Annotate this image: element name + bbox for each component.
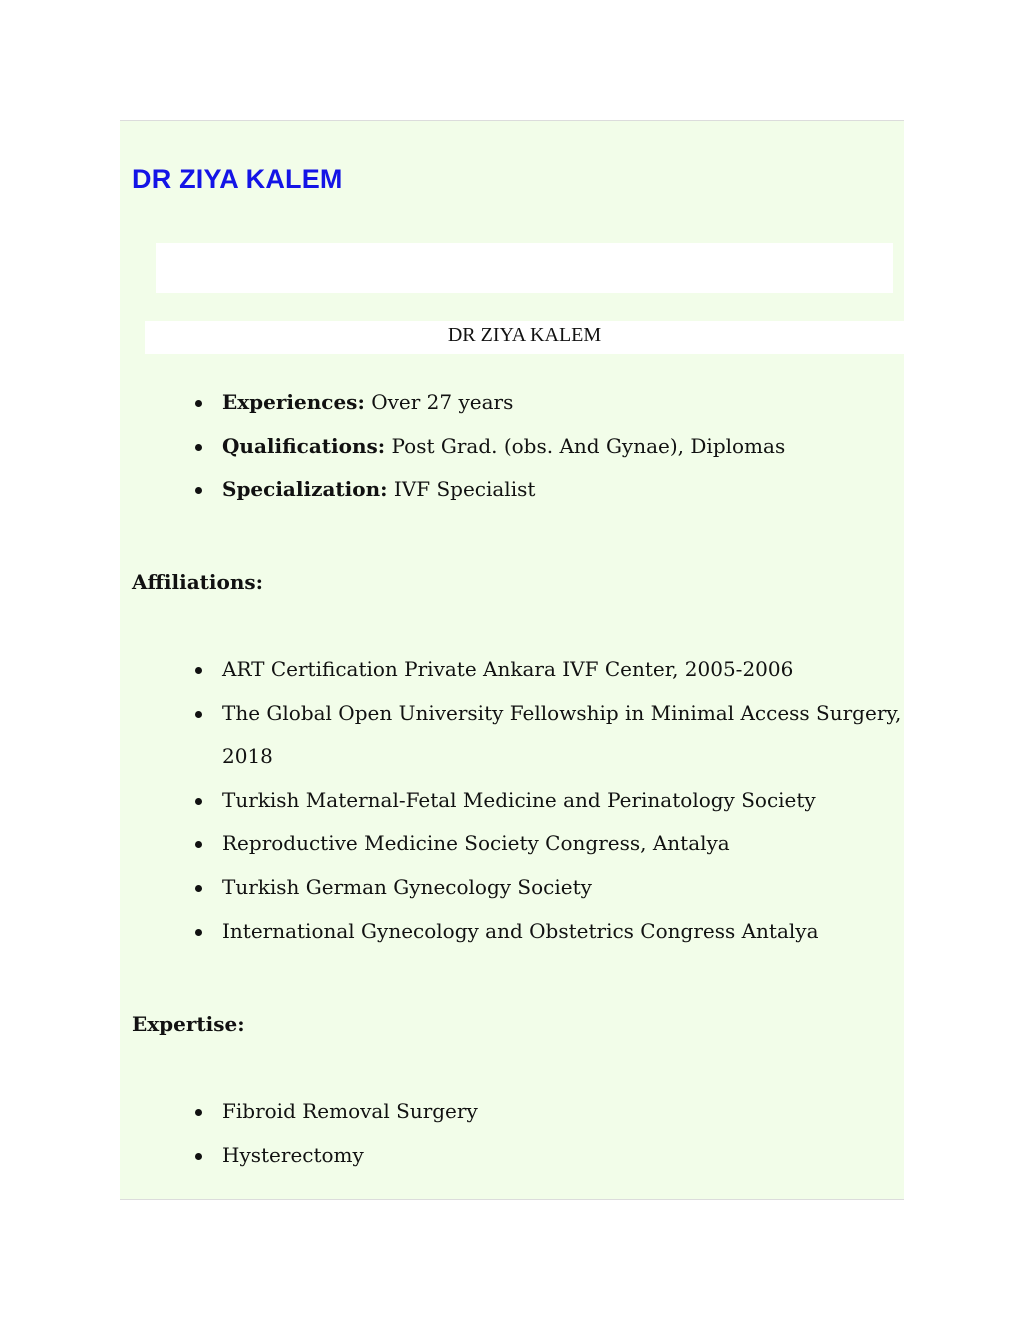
bullet-icon [195,841,202,848]
expertise-list [190,1090,478,1177]
bullet-icon [195,667,202,674]
list-item [190,425,785,469]
image-placeholder [156,243,893,293]
list-item [190,779,902,823]
affiliations-list [190,648,902,953]
profile-list [190,381,785,512]
bullet-icon [195,885,202,892]
list-item [190,822,902,866]
expertise-text: Fibroid Removal Surgery [222,1099,478,1123]
bullet-icon [195,711,202,718]
bullet-icon [195,798,202,805]
experiences-label: Experiences: [222,390,365,414]
affiliation-text: Turkish German Gynecology Society [222,874,592,899]
list-item [190,692,902,779]
affiliation-text: International Gynecology and Obstetrics Congress Antalya [222,918,819,943]
expertise-text: Hysterectomy [222,1142,364,1167]
bullet-icon [195,1153,202,1160]
profile-card [120,120,904,1200]
list-item [190,1090,478,1134]
affiliation-text: The Global Open University Fellowship in Minimal Access Surgery, 2018 [222,700,902,769]
specialization-label: Specialization: [222,477,388,502]
list-item [190,866,902,910]
bullet-icon [195,929,202,936]
list-item [190,648,902,692]
page-title: DR ZIYA KALEM [132,164,343,194]
bullet-icon [195,487,202,494]
specialization-value: IVF Specialist [393,477,536,502]
affiliations-heading: Affiliations: [132,570,264,594]
bullet-icon [195,444,202,451]
bullet-icon [195,1109,202,1116]
affiliation-text: ART Certification Private Ankara IVF Center, 2005-2006 [222,657,794,681]
affiliation-text: Reproductive Medicine Society Congress, Antalya [222,831,730,856]
affiliation-text: Turkish Maternal-Fetal Medicine and Perinatology Society [222,787,816,812]
list-item [190,468,785,512]
qualifications-value: Post Grad. (obs. And Gynae), Diplomas [391,433,786,458]
doctor-name-caption: DR ZIYA KALEM [145,321,904,354]
list-item [190,1134,478,1178]
qualifications-label: Qualifications: [222,433,386,458]
list-item [190,910,902,954]
bullet-icon [195,400,202,407]
expertise-heading: Expertise: [132,1012,245,1036]
experiences-value: Over 27 years [371,390,514,414]
list-item [190,381,785,425]
